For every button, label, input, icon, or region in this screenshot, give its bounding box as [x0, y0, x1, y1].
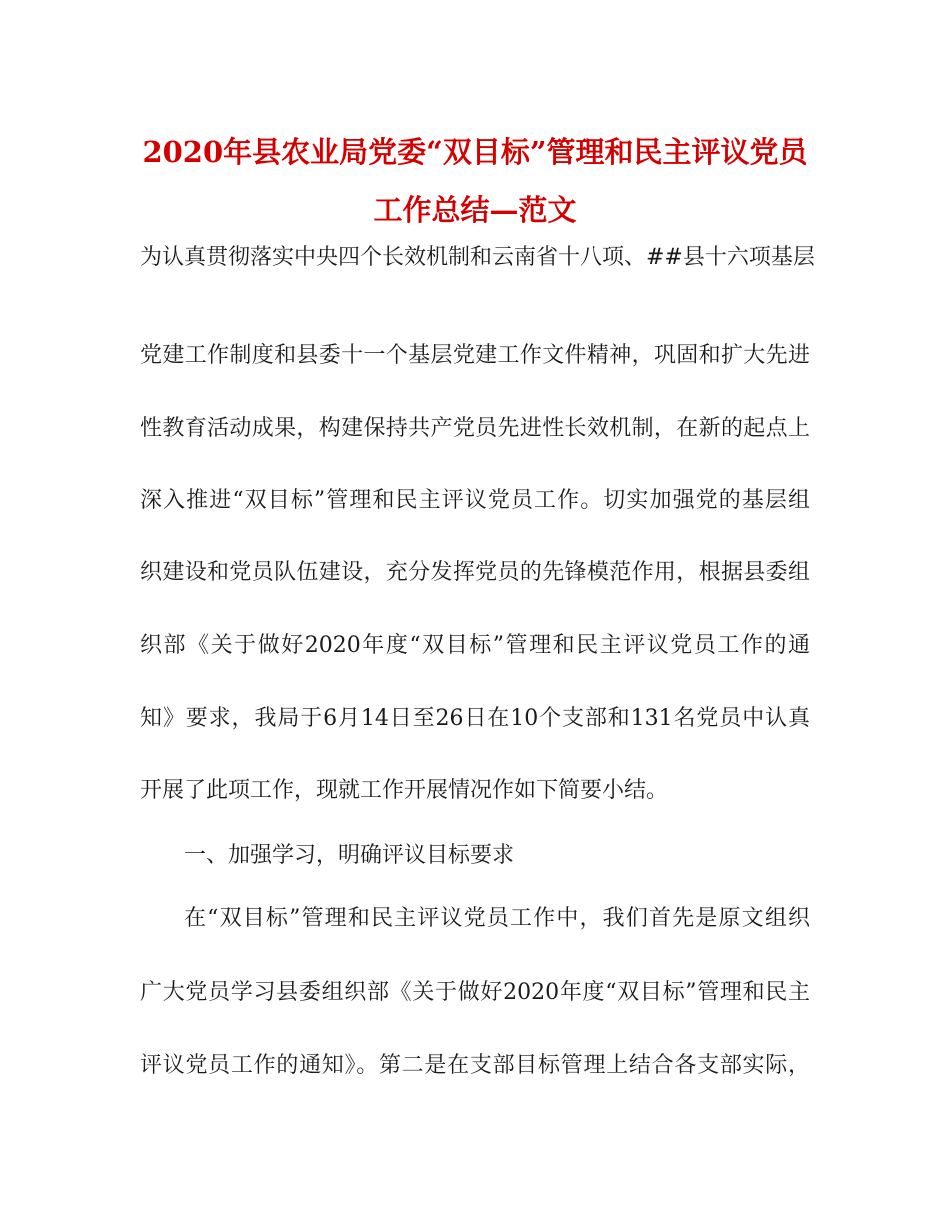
paragraph-line: 党建工作制度和县委十一个基层党建工作文件精神，巩固和扩大先进	[140, 343, 810, 368]
paragraph-line: 性教育活动成果，构建保持共产党员先进性长效机制，在新的起点上	[140, 416, 810, 441]
paragraph-line: 深入推进“双目标”管理和民主评议党员工作。切实加强党的基层组	[140, 488, 810, 513]
paragraph-line: 在“双目标”管理和民主评议党员工作中，我们首先是原文组织	[184, 906, 810, 931]
paragraph-line: 知》要求，我局于6月14日至26日在10个支部和131名党员中认真	[140, 706, 810, 731]
paragraph-line: 织部《关于做好2020年度“双目标”管理和民主评议党员工作的通	[140, 633, 810, 658]
paragraph-line: 织建设和党员队伍建设，充分发挥党员的先锋模范作用，根据县委组	[140, 560, 810, 585]
section-heading: 一、加强学习，明确评议目标要求	[184, 843, 515, 868]
title-line-1: 2020年县农业局党委“双目标”管理和民主评议党员	[142, 135, 808, 169]
paragraph-line: 开展了此项工作，现就工作开展情况作如下简要小结。	[140, 778, 669, 803]
document-title	[140, 123, 810, 239]
paragraph-line: 评议党员工作的通知》。第二是在支部目标管理上结合各支部实际，	[140, 1053, 810, 1078]
title-line-2: 工作总结—范文	[373, 193, 577, 227]
paragraph-line: 为认真贯彻落实中央四个长效机制和云南省十八项、##县十六项基层	[140, 245, 815, 270]
paragraph-line: 广大党员学习县委组织部《关于做好2020年度“双目标”管理和民主	[140, 980, 810, 1005]
